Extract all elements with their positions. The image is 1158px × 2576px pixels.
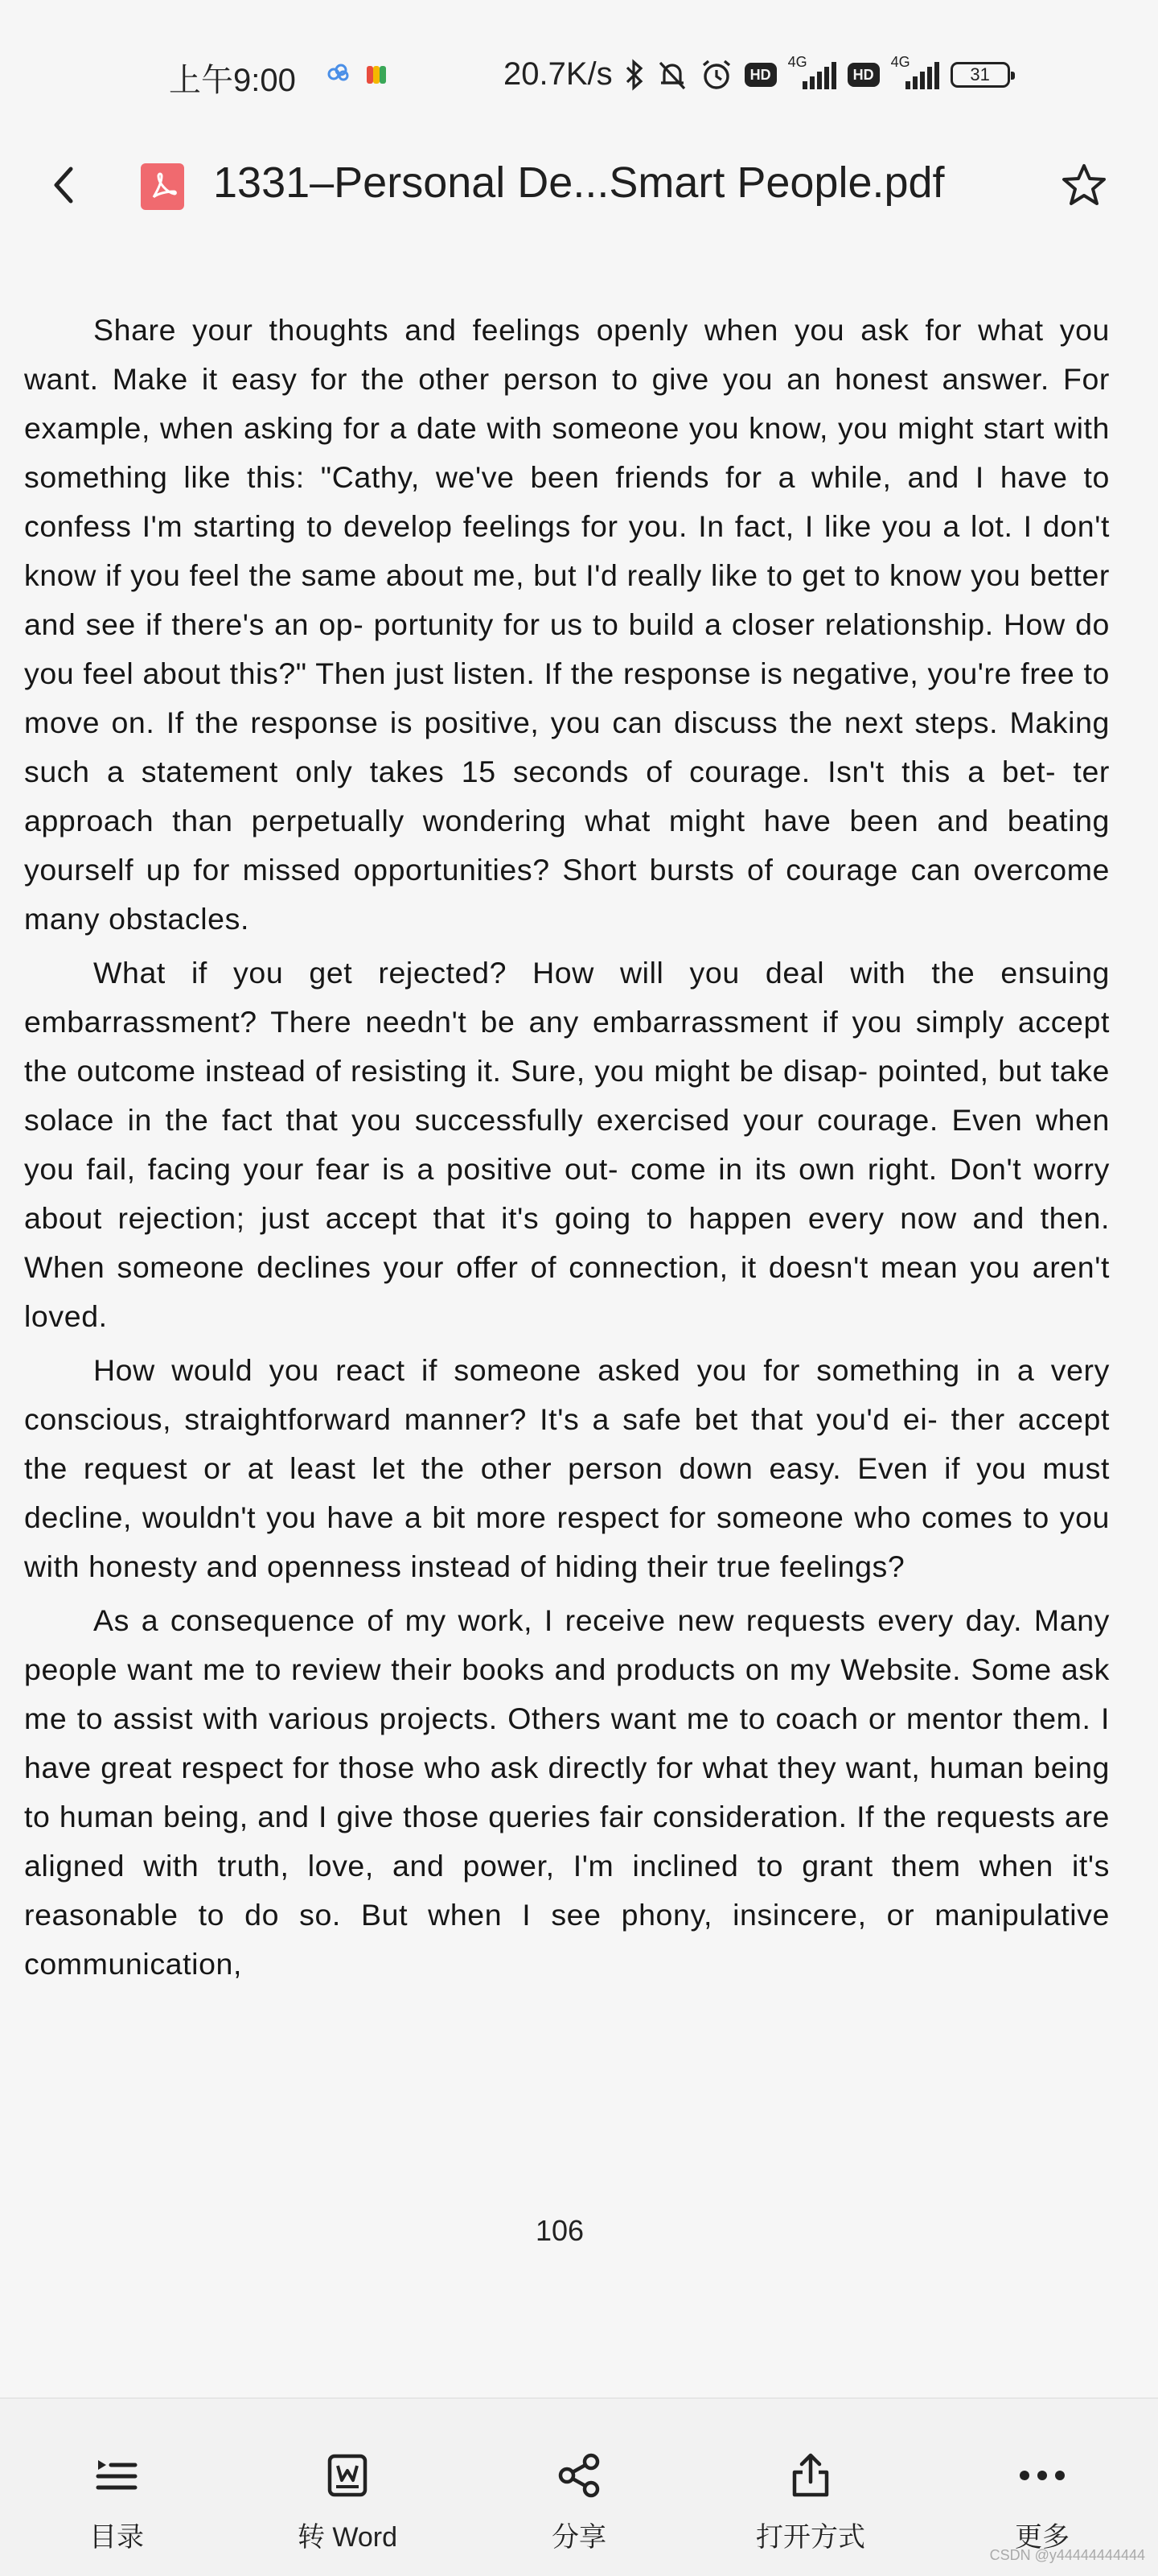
- back-button[interactable]: [40, 161, 88, 209]
- more-icon: [1018, 2467, 1066, 2483]
- list-icon: [95, 2457, 138, 2494]
- mute-bell-icon: [656, 59, 688, 91]
- signal-strength-icon: [787, 53, 836, 89]
- toolbar-item-more[interactable]: [954, 2447, 1131, 2554]
- status-time: 上午9:00: [169, 63, 296, 98]
- star-icon: [1061, 163, 1107, 208]
- status-bar: [0, 0, 1158, 153]
- toolbar-label: 分享: [552, 2522, 606, 2553]
- toolbar-label: 目录: [89, 2522, 144, 2553]
- signal-type-label: 4G: [787, 53, 807, 70]
- watermark: CSDN @y44444444444: [989, 2547, 1145, 2563]
- toolbar-item-to-word[interactable]: [259, 2447, 436, 2554]
- bottom-toolbar: [0, 2397, 1158, 2576]
- share-icon: [556, 2453, 602, 2498]
- toolbar-label: 转 Word: [297, 2522, 398, 2553]
- hd-volte-icon: HD: [745, 63, 777, 87]
- signal-type-label-2: 4G: [890, 53, 910, 70]
- pdf-page[interactable]: [24, 306, 1110, 1994]
- toolbar-item-share[interactable]: [491, 2447, 667, 2554]
- toolbar-label: 更多: [1015, 2522, 1070, 2553]
- paragraph: How would you react if someone asked you for something in a very conscious, straightforward manner? It's a safe bet that you'd ei- ther accept the request or at least let the other person down easy. Even if you must decline, wouldn't you have a bit more respect for someone who comes to you with honesty and openness instead of hiding their true feelings?: [24, 1353, 1110, 1583]
- paragraph: What if you get rejected? How will you deal with the ensuing embarrassment? There needn't be any embarrassment if you simply accept the outcome instead of resisting it. Sure, you might be disap- pointed, but take solace in the fact that you successfully exercised your courage. Even when you fail, facing your fear is a positive out- come in its own right. Don't worry about rejection; just accept that it's going to happen every now and then. When someone declines your offer of connection, it doesn't mean you aren't loved.: [24, 956, 1110, 1333]
- network-speed: 20.7K/s: [503, 56, 613, 92]
- chevron-left-icon: [48, 164, 80, 206]
- hd-volte-icon-2: HD: [848, 63, 880, 87]
- paragraph: As a consequence of my work, I receive new requests every day. Many people want me to review their books and products on my Website. Some ask me to assist with various projects. Others want me to coach or mentor them. I have great respect for those who ask directly for what they want, human being to human being, and I give those queries fair consideration. If the requests are aligned with truth, love, and power, I'm inclined to grant them when it's reasonable to do so. But when I see phony, insincere, or manipulative communication,: [24, 1603, 1110, 1981]
- toolbar-item-open-with[interactable]: [722, 2447, 899, 2554]
- signal-strength-icon-2: [890, 53, 939, 89]
- status-right-group: [503, 53, 1010, 93]
- status-notification-icons: [326, 63, 388, 87]
- toolbar-label: 打开方式: [756, 2522, 865, 2553]
- favorite-button[interactable]: [1060, 161, 1108, 209]
- paragraph: Share your thoughts and feelings openly when you ask for what you want. Make it easy for the other person to give you an honest answer. For example, when asking for a date with someone you know, you might start with something like this: "Cathy, we've been friends for a while, and I have to confess I'm starting to develop feelings for you. In fact, I like you a lot. I don't know if you feel the same about me, but I'd really like to get to know you better and see if there's an op- portunity for us to build a closer relationship. How do you feel about this?" Then just listen. If the response is negative, you're free to move on. If the response is positive, you can discuss the next steps. Making such a statement only takes 15 seconds of courage. Isn't this a bet- ter approach than perpetually wondering what might have been and beating yourself up for missed opportunities? Short bursts of courage can overcome many obstacles.: [24, 313, 1110, 936]
- toolbar-item-contents[interactable]: [28, 2447, 205, 2554]
- pdf-glyph-icon: [147, 171, 178, 202]
- page-number: 106: [535, 2214, 585, 2247]
- battery-icon: 31: [951, 62, 1010, 88]
- document-title: 1331–Personal De...Smart People.pdf: [213, 158, 945, 207]
- word-icon: [326, 2453, 368, 2498]
- app-notification-icon: [365, 63, 388, 87]
- alarm-icon: [700, 58, 733, 92]
- upload-icon: [790, 2451, 832, 2500]
- bluetooth-icon: [624, 59, 645, 91]
- cloud-icon: [326, 63, 351, 82]
- pdf-file-icon: [141, 163, 184, 210]
